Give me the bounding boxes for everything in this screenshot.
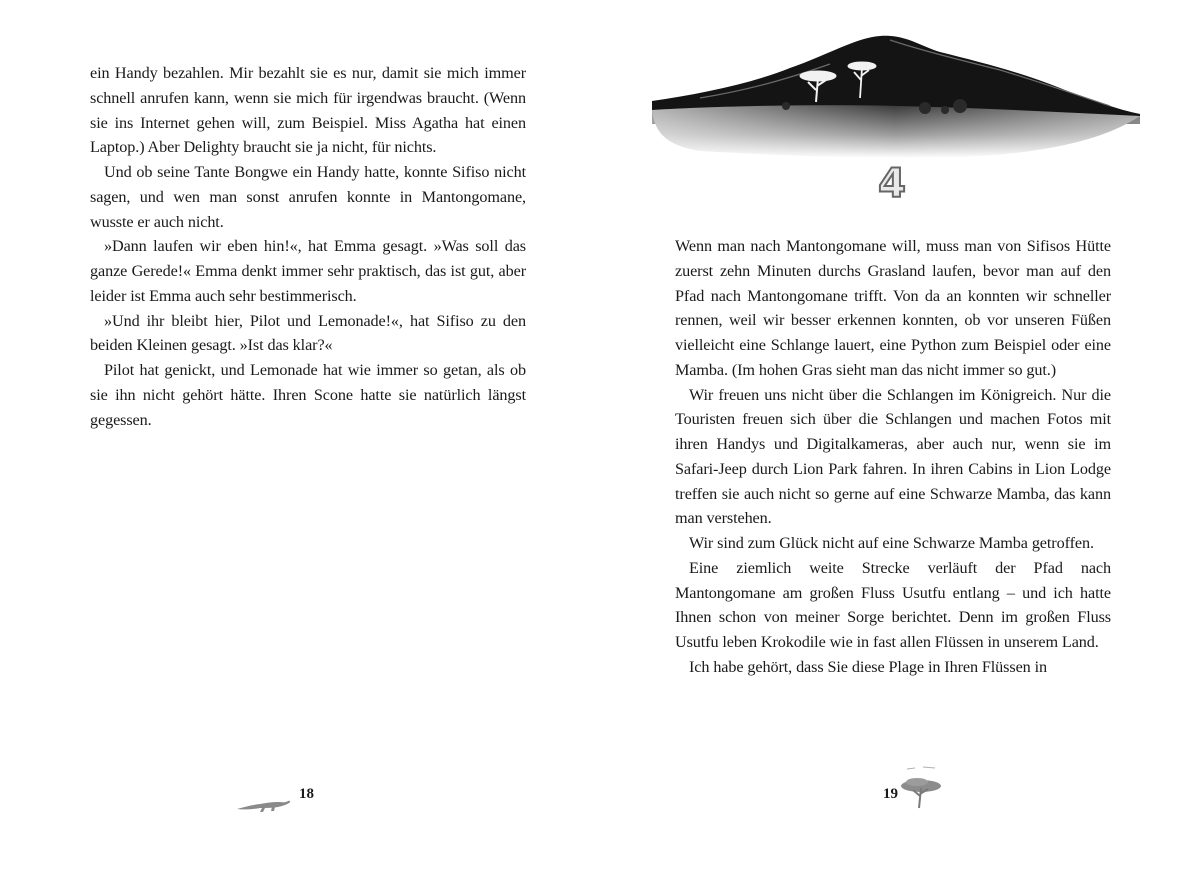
right-page-text	[675, 234, 1111, 680]
savanna-mountain-illustration	[640, 6, 1145, 166]
paragraph: Ich habe gehört, dass Sie diese Plage in Ihren Flüssen in	[689, 657, 1047, 676]
page-number: 18	[299, 786, 314, 802]
paragraph: Wir sind zum Glück nicht auf eine Schwarze Mamba getroffen.	[689, 534, 1094, 552]
paragraph: Eine ziemlich weite Strecke verläuft der Pfad nach Mantongomane am großen Fluss Usutfu entlang – und ich hatte Ihnen schon von meiner Sorge berichtet. Denn im großen Fluss Usutfu leben Krokodile wie in fast allen Flüssen in unserem Land.	[675, 558, 1111, 651]
paragraph: »Dann laufen wir eben hin!«, hat Emma gesagt. »Was soll das ganze Gerede!« Emma denkt immer sehr praktisch, das ist gut, aber leider ist Emma auch sehr bestimmerisch.	[90, 237, 526, 305]
right-page	[600, 0, 1200, 869]
chapter-number: 4	[878, 161, 906, 207]
acacia-tree-icon	[895, 764, 947, 814]
paragraph: Wenn man nach Mantongomane will, muss man von Sifisos Hütte zuerst zehn Minuten durchs Grasland laufen, bevor man auf den Pfad nach Mantongomane trifft. Von da an konnten wir schneller rennen, weil wir besser erkennen konnten, ob vor unseren Füßen vielleicht eine Schlange lauert, eine Python zum Beispiel oder eine Mamba. (Im hohen Gras sieht man das nicht immer so gut.)	[675, 237, 1111, 379]
paragraph: Und ob seine Tante Bongwe ein Handy hatte, konnte Sifiso nicht sagen, und wen man sonst anrufen konnte in Mantongomane, wusste er auch nicht.	[90, 163, 526, 231]
paragraph: Pilot hat genickt, und Lemonade hat wie immer so getan, als ob sie ihn nicht gehört hätte. Ihren Scone hatte sie natürlich längst gegessen.	[90, 361, 526, 429]
crocodile-icon	[236, 795, 292, 815]
page-number: 19	[883, 786, 898, 802]
left-page-text	[90, 61, 526, 432]
paragraph: ein Handy bezahlen. Mir bezahlt sie es nur, damit sie mich immer schnell anrufen kann, wenn sie mich für irgendwas braucht. (Wenn sie ins Internet gehen will, zum Beispiel. Miss Agatha hat einen Laptop.) Aber Delighty braucht sie ja nicht, für nichts.	[90, 64, 526, 157]
paragraph: »Und ihr bleibt hier, Pilot und Lemonade!«, hat Sifiso zu den beiden Kleinen gesagt. »Ist das klar?«	[90, 311, 526, 355]
paragraph: Wir freuen uns nicht über die Schlangen im Königreich. Nur die Touristen freuen sich über die Schlangen und machen Fotos mit ihren Handys und Digitalkameras, aber auch nur, wenn sie im Safari-Jeep durch Lion Park fahren. In ihren Cabins in Lion Lodge treffen sie auch nicht so gerne auf eine Schwarze Mamba, das kann man verstehen.	[675, 385, 1111, 528]
